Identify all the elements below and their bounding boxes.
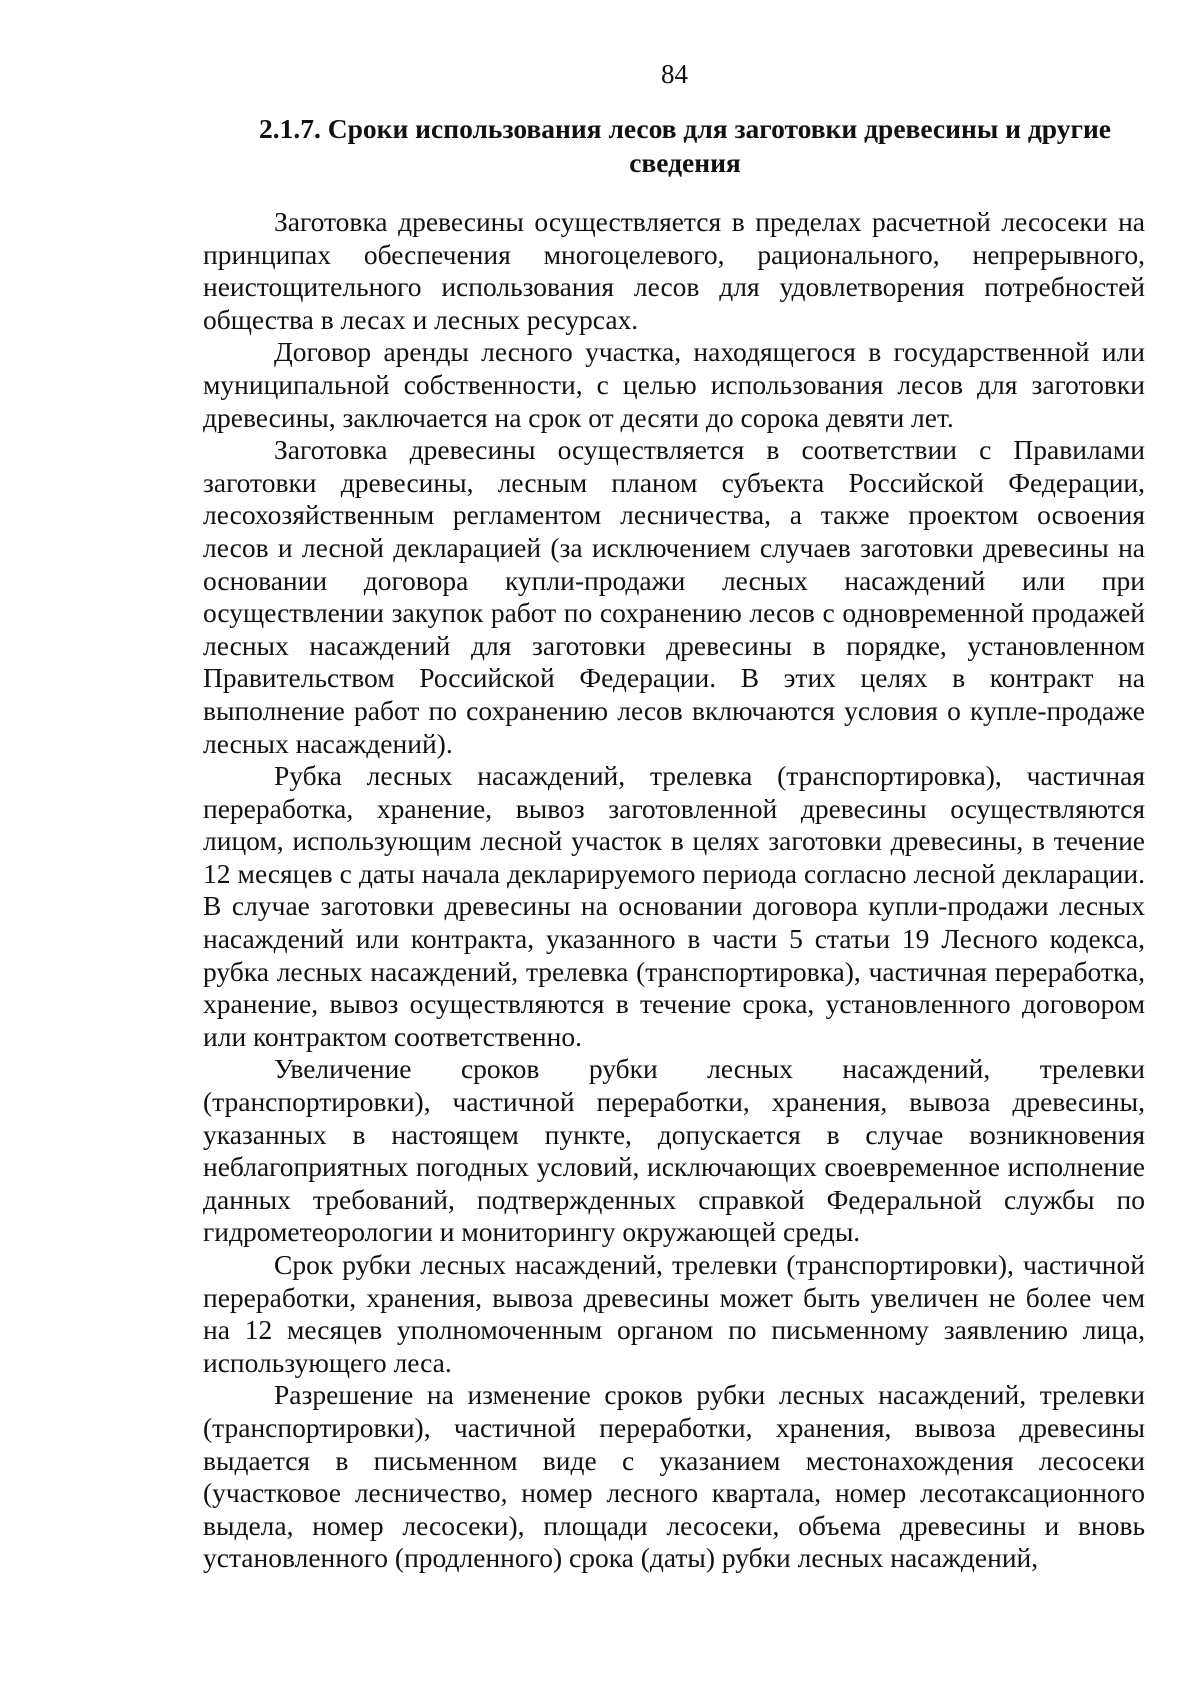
paragraph: Заготовка древесины осуществляется в соответствии с Правилами заготовки древесины, лесным планом субъекта Российской Федерации, лесохозяйственным регламентом лесничества, а также проектом освоения лесов и лесной декларацией (за исключением случаев заготовки древесины на основании договора купли-продажи лесных насаждений или при осуществлении закупок работ по сохранению лесов с одновременной продажей лесных насаждений для заготовки древесины в порядке, установленном Правительством Российской Федерации. В этих целях в контракт на выполнение работ по сохранению лесов включаются условия о купле-продаже лесных насаждений). (203, 434, 1145, 759)
page-number: 84 (661, 59, 688, 89)
section-heading: 2.1.7. Сроки использования лесов для заготовки древесины и другие сведения (258, 113, 1112, 178)
paragraph: Срок рубки лесных насаждений, трелевки (транспортировки), частичной переработки, хранения, вывоза древесины может быть увеличен не более чем на 12 месяцев уполномоченным органом по письменному заявлению лица, использующего леса. (203, 1249, 1145, 1378)
paragraph: Договор аренды лесного участка, находящегося в государственной или муниципальной собственности, с целью использования лесов для заготовки древесины, заключается на срок от десяти до сорока девяти лет. (203, 336, 1145, 433)
paragraph: Рубка лесных насаждений, трелевка (транспортировка), частичная переработка, хранение, вывоз заготовленной древесины осуществляются лицом, использующим лесной участок в целях заготовки древесины, в течение 12 месяцев с даты начала декларируемого периода согласно лесной декларации. В случае заготовки древесины на основании договора купли-продажи лесных насаждений или контракта, указанного в части 5 статьи 19 Лесного кодекса, рубка лесных насаждений, трелевка (транспортировка), частичная переработка, хранение, вывоз осуществляются в течение срока, установленного договором или контрактом соответственно. (203, 760, 1145, 1052)
body-text (203, 206, 1145, 1575)
paragraph: Заготовка древесины осуществляется в пределах расчетной лесосеки на принципах обеспечения многоцелевого, рационального, непрерывного, неистощительного использования лесов для удовлетворения потребностей общества в лесах и лесных ресурсах. (203, 206, 1145, 335)
paragraph: Увеличение сроков рубки лесных насаждений, трелевки (транспортировки), частичной переработки, хранения, вывоза древесины, указанных в настоящем пункте, допускается в случае возникновения неблагоприятных погодных условий, исключающих своевременное исполнение данных требований, подтвержденных справкой Федеральной службы по гидрометеорологии и мониторингу окружающей среды. (203, 1053, 1145, 1248)
paragraph: Разрешение на изменение сроков рубки лесных насаждений, трелевки (транспортировки), частичной переработки, хранения, вывоза древесины выдается в письменном виде с указанием местонахождения лесосеки (участковое лесничество, номер лесного квартала, номер лесотаксационного выдела, номер лесосеки), площади лесосеки, объема древесины и вновь установленного (продленного) срока (даты) рубки лесных насаждений, (203, 1379, 1145, 1574)
